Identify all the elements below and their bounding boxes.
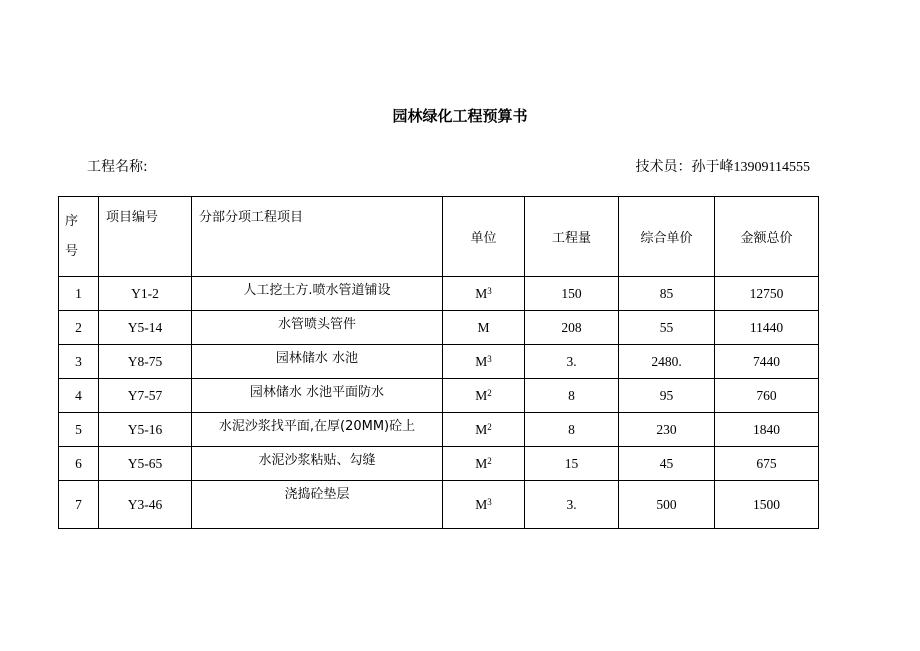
cell-total: 760 (715, 379, 819, 413)
cell-seq: 1 (59, 277, 99, 311)
cell-seq: 4 (59, 379, 99, 413)
cell-qty: 8 (525, 379, 619, 413)
cell-item: 园林储水 水池平面防水 (192, 379, 443, 413)
cell-seq: 2 (59, 311, 99, 345)
cell-qty: 150 (525, 277, 619, 311)
cell-total: 7440 (715, 345, 819, 379)
table-row (59, 277, 819, 311)
header-seq-line2: 号 (65, 243, 79, 259)
table-row (59, 345, 819, 379)
cell-code: Y3-46 (99, 481, 192, 529)
header-seq (59, 197, 99, 277)
project-name-label: 工程名称: (87, 159, 148, 175)
technician-label: 技术员：孙于峰 (635, 159, 734, 175)
header-price: 综合单价 (619, 197, 715, 277)
unit-base: M (475, 285, 488, 301)
table-row (59, 379, 819, 413)
cell-unit (443, 413, 525, 447)
cell-total: 1840 (715, 413, 819, 447)
cell-code: Y5-16 (99, 413, 192, 447)
cell-item: 水管喷头管件 (192, 311, 443, 345)
unit-base: M (475, 387, 488, 403)
header-seq-line1: 序 (65, 213, 79, 229)
cell-code: Y5-65 (99, 447, 192, 481)
cell-unit (443, 311, 525, 345)
cell-total: 1500 (715, 481, 819, 529)
cell-unit (443, 481, 525, 529)
table-row (59, 413, 819, 447)
table-row (59, 481, 819, 529)
cell-seq: 3 (59, 345, 99, 379)
budget-table (58, 196, 819, 529)
cell-item: 人工挖土方.喷水管道铺设 (192, 277, 443, 311)
unit-base: M (477, 319, 490, 335)
cell-unit (443, 345, 525, 379)
unit-base: M (475, 421, 488, 437)
header-item: 分部分项工程项目 (192, 197, 443, 277)
unit-base: M (475, 353, 488, 369)
cell-code: Y1-2 (99, 277, 192, 311)
table-row (59, 447, 819, 481)
cell-qty: 8 (525, 413, 619, 447)
cell-item: 浇捣砼垫层 (192, 481, 443, 529)
technician-phone: 13909114555 (733, 160, 810, 175)
header-unit: 单位 (443, 197, 525, 277)
cell-code: Y7-57 (99, 379, 192, 413)
cell-seq: 5 (59, 413, 99, 447)
cell-price: 55 (619, 311, 715, 345)
cell-qty: 15 (525, 447, 619, 481)
cell-price: 95 (619, 379, 715, 413)
cell-item: 水泥沙浆找平面,在厚(20MM)砼上 (192, 413, 443, 447)
cell-unit (443, 277, 525, 311)
document-title: 园林绿化工程预算书 (392, 107, 528, 125)
cell-price: 2480. (619, 345, 715, 379)
cell-price: 500 (619, 481, 715, 529)
cell-total: 675 (715, 447, 819, 481)
unit-exponent: 2 (487, 387, 492, 398)
unit-exponent: 3 (487, 285, 492, 296)
unit-base: M (475, 496, 488, 512)
cell-qty: 3. (525, 345, 619, 379)
header-total: 金额总价 (715, 197, 819, 277)
header-qty: 工程量 (525, 197, 619, 277)
cell-total: 12750 (715, 277, 819, 311)
cell-code: Y8-75 (99, 345, 192, 379)
cell-price: 85 (619, 277, 715, 311)
cell-price: 45 (619, 447, 715, 481)
unit-exponent: 3 (487, 496, 492, 507)
unit-exponent: 2 (487, 455, 492, 466)
cell-qty: 3. (525, 481, 619, 529)
unit-exponent: 2 (487, 421, 492, 432)
cell-qty: 208 (525, 311, 619, 345)
cell-price: 230 (619, 413, 715, 447)
cell-item: 园林储水 水池 (192, 345, 443, 379)
unit-exponent: 3 (487, 353, 492, 364)
unit-base: M (475, 455, 488, 471)
technician-info (636, 156, 810, 176)
cell-unit (443, 447, 525, 481)
cell-seq: 6 (59, 447, 99, 481)
cell-unit (443, 379, 525, 413)
header-code: 项目编号 (99, 197, 192, 277)
cell-total: 11440 (715, 311, 819, 345)
cell-item: 水泥沙浆粘贴、勾缝 (192, 447, 443, 481)
table-row (59, 311, 819, 345)
cell-code: Y5-14 (99, 311, 192, 345)
table-header-row (59, 197, 819, 277)
cell-seq: 7 (59, 481, 99, 529)
